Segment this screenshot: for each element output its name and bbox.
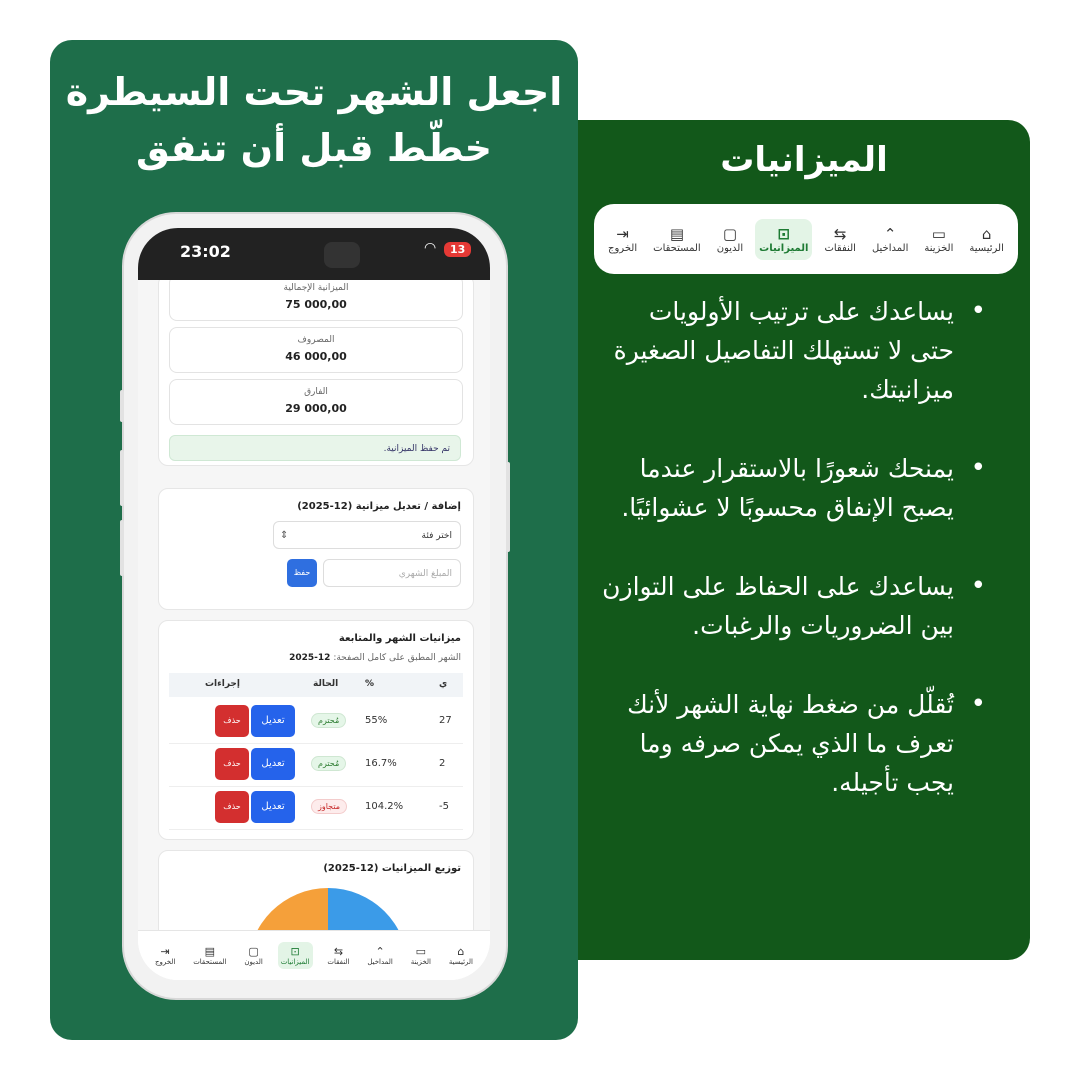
bottom-nav-debts[interactable] xyxy=(241,942,265,969)
col-status: الحالة xyxy=(313,679,339,689)
row-percent: 55% xyxy=(365,715,388,726)
bottom-nav-budgets[interactable] xyxy=(278,942,313,969)
budget-icon: ⊡ xyxy=(777,224,791,243)
budget-form-card xyxy=(158,488,474,610)
income-icon: ⌃ xyxy=(375,945,385,958)
pie-slice-blue xyxy=(328,888,408,930)
bottom-nav-label: النفقات xyxy=(327,958,350,966)
headline-line-2: خطّط قبل أن تنفق xyxy=(136,126,492,170)
feature-title: الميزانيات xyxy=(720,140,888,180)
pie-slice-orange xyxy=(248,888,328,930)
nav-item-label: الديون xyxy=(716,242,744,254)
bottom-nav-label: الخزينة xyxy=(410,958,431,966)
bottom-nav-label: الخروج xyxy=(154,958,176,966)
row-value: 2 xyxy=(439,758,446,769)
bottom-nav-logout[interactable] xyxy=(152,942,178,969)
phone-power-button xyxy=(506,462,510,552)
delete-button[interactable]: حذف xyxy=(215,705,249,737)
save-button[interactable]: حفظ xyxy=(287,559,317,587)
app-content[interactable] xyxy=(138,280,490,930)
tracking-title: ميزانيات الشهر والمتابعة xyxy=(338,633,461,644)
tracking-card xyxy=(158,620,474,840)
edit-button[interactable]: تعديل xyxy=(251,791,295,823)
promo-panel-left xyxy=(50,40,578,1040)
monthly-amount-input[interactable]: المبلغ الشهري xyxy=(323,559,461,587)
distribution-card xyxy=(158,850,474,930)
logout-icon: ⇥ xyxy=(616,224,629,243)
row-percent: 16.7% xyxy=(365,758,397,769)
dynamic-island xyxy=(324,242,360,268)
battery-badge: 13 xyxy=(444,242,471,257)
transfer-icon: ⇆ xyxy=(333,945,344,958)
nav-item-label: الرئيسية xyxy=(969,242,1004,254)
nav-item-receivables[interactable] xyxy=(649,219,705,260)
nav-item-home[interactable] xyxy=(965,219,1007,260)
debts-icon: ▢ xyxy=(722,224,738,243)
bottom-nav-treasury[interactable] xyxy=(408,942,434,969)
table-row xyxy=(169,744,463,787)
bottom-nav-receivables[interactable] xyxy=(190,942,229,969)
status-bar xyxy=(138,228,490,280)
row-value: -5 xyxy=(439,801,449,812)
chevron-updown-icon: ⇕ xyxy=(280,530,289,541)
phone-volume-up xyxy=(120,450,124,506)
phone-side-button xyxy=(120,390,124,422)
bottom-nav-label: الديون xyxy=(244,958,263,966)
nav-item-label: الميزانيات xyxy=(759,242,809,254)
feature-bullet: • تُقلّل من ضغط نهاية الشهر لأنك تعرف ما الذي يمكن صرفه وما يجب تأجيله. xyxy=(600,685,960,802)
debts-icon: ▢ xyxy=(248,945,259,958)
difference-value: 29 000,00 xyxy=(285,402,347,415)
bottom-nav-expenses[interactable] xyxy=(324,942,352,969)
bottom-nav-label: المداخيل xyxy=(367,958,393,966)
table-row xyxy=(169,701,463,744)
nav-item-logout[interactable] xyxy=(604,219,641,260)
income-icon: ⌃ xyxy=(883,224,897,243)
row-value: 27 xyxy=(439,715,452,726)
nav-item-expenses[interactable] xyxy=(820,219,859,260)
row-percent: 104.2% xyxy=(365,801,404,812)
applied-month-value: 12-2025 xyxy=(289,653,331,663)
treasury-icon: ▭ xyxy=(415,945,427,958)
nav-item-label: الخزينة xyxy=(924,242,954,254)
table-header xyxy=(169,673,463,697)
bottom-nav-label: المستحقات xyxy=(193,958,227,966)
headline-line-1: اجعل الشهر تحت السيطرة xyxy=(65,70,563,114)
difference-box xyxy=(169,379,463,425)
delete-button[interactable]: حذف xyxy=(215,791,249,823)
form-title: إضافة / تعديل ميزانية (12-2025) xyxy=(297,501,461,512)
nav-item-income[interactable] xyxy=(868,219,912,260)
nav-item-budgets[interactable] xyxy=(755,219,812,260)
table-row xyxy=(169,787,463,830)
status-badge: مُحترم xyxy=(311,713,346,728)
wifi-icon: ◠ xyxy=(424,240,437,256)
col-value: ي xyxy=(439,679,448,689)
delete-button[interactable]: حذف xyxy=(215,748,249,780)
applied-month xyxy=(289,653,461,663)
total-budget-value: 75 000,00 xyxy=(285,298,347,311)
applied-month-label: الشهر المطبق على كامل الصفحة: xyxy=(333,653,461,663)
distribution-title: توزيع الميزانيات (12-2025) xyxy=(323,863,461,874)
home-icon: ⌂ xyxy=(457,945,465,958)
nav-item-label: المداخيل xyxy=(871,242,909,254)
bottom-nav-home[interactable] xyxy=(446,942,476,969)
logout-icon: ⇥ xyxy=(160,945,170,958)
nav-item-label: النفقات xyxy=(824,242,856,254)
home-icon: ⌂ xyxy=(981,224,992,243)
nav-item-label: المستحقات xyxy=(653,242,701,254)
receivables-icon: ▤ xyxy=(669,224,685,243)
saved-alert: تم حفظ الميزانية. xyxy=(169,435,461,461)
feature-bullets xyxy=(600,292,960,842)
edit-button[interactable]: تعديل xyxy=(251,748,295,780)
feature-bullet: • يمنحك شعورًا بالاستقرار عندما يصبح الإنفاق محسوبًا لا عشوائيًا. xyxy=(600,449,960,527)
summary-card xyxy=(158,280,474,466)
receivables-icon: ▤ xyxy=(204,945,216,958)
feature-bullet: • يساعدك على ترتيب الأولويات حتى لا تستهلك التفاصيل الصغيرة ميزانيتك. xyxy=(600,292,960,409)
spent-value: 46 000,00 xyxy=(285,350,347,363)
nav-strip-preview xyxy=(594,204,1018,274)
app-bottom-nav xyxy=(138,930,490,980)
col-actions: إجراءات xyxy=(205,679,240,689)
budget-icon: ⊡ xyxy=(290,945,300,958)
treasury-icon: ▭ xyxy=(931,224,946,243)
col-percent: % xyxy=(365,679,375,689)
status-time: 23:02 xyxy=(180,242,231,261)
difference-label: الفارق xyxy=(304,387,328,397)
edit-button[interactable]: تعديل xyxy=(251,705,295,737)
promo-panel-right xyxy=(578,120,1030,960)
status-badge: متجاوز xyxy=(311,799,347,814)
category-select[interactable] xyxy=(273,521,461,549)
category-select-value: اختر فئة xyxy=(421,531,452,541)
nav-item-treasury[interactable] xyxy=(920,219,957,260)
bottom-nav-label: الميزانيات xyxy=(280,958,310,966)
phone-volume-down xyxy=(120,520,124,576)
nav-item-debts[interactable] xyxy=(713,219,747,260)
nav-item-label: الخروج xyxy=(608,242,638,254)
phone-screen xyxy=(138,228,490,980)
feature-bullet: • يساعدك على الحفاظ على التوازن بين الضروريات والرغبات. xyxy=(600,567,960,645)
spent-box xyxy=(169,327,463,373)
distribution-pie xyxy=(243,883,413,930)
bottom-nav-label: الرئيسية xyxy=(448,958,473,966)
status-badge: مُحترم xyxy=(311,756,346,771)
bottom-nav-income[interactable] xyxy=(364,942,395,969)
total-budget-label: الميزانية الإجمالية xyxy=(283,283,349,293)
phone-mockup xyxy=(124,214,506,998)
spent-label: المصروف xyxy=(297,335,335,345)
total-budget-box xyxy=(169,280,463,321)
transfer-icon: ⇆ xyxy=(833,224,847,243)
